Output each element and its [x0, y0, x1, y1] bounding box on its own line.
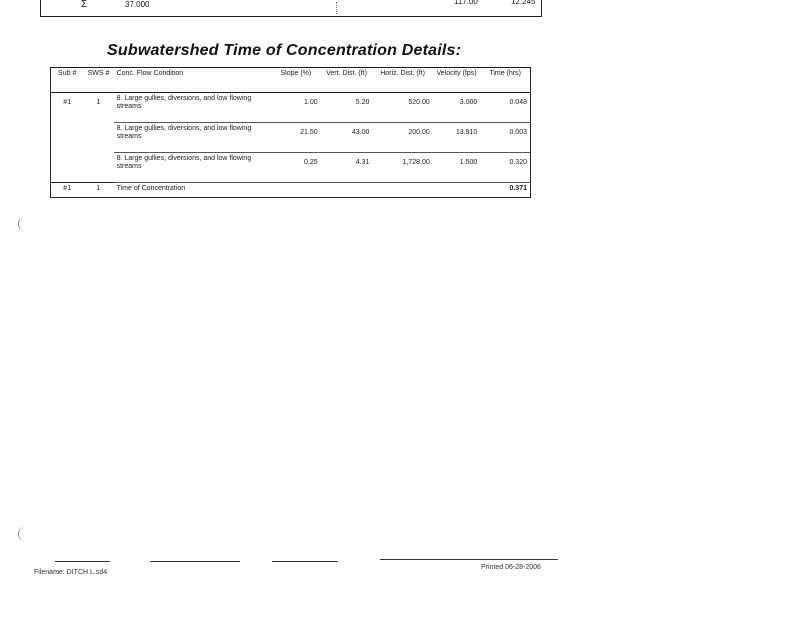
total-time: 0.371 — [480, 183, 530, 198]
footer-rule — [380, 559, 558, 560]
cell-velocity: 1.500 — [433, 153, 480, 183]
cell-sub — [51, 153, 84, 183]
tc-details-table — [50, 67, 531, 198]
sigma-symbol: Σ — [81, 0, 88, 10]
cell-slope: 21.50 — [271, 123, 321, 153]
footer-rule — [272, 561, 338, 562]
table-row — [51, 153, 531, 183]
summary-total-left: 37.000 — [125, 0, 150, 9]
cell-sws — [83, 153, 113, 183]
col-header-slope: Slope (%) — [271, 68, 321, 93]
cell-slope: 1.00 — [271, 93, 321, 123]
cell-condition: 8. Large gullies, diversions, and low flowing streams — [114, 123, 271, 153]
cell-horiz-dist: 520.00 — [372, 93, 432, 123]
punch-hole-mark — [18, 527, 27, 541]
cell-velocity: 3.000 — [433, 93, 480, 123]
cell-time: 0.320 — [480, 153, 530, 183]
total-row — [51, 183, 531, 198]
cell-velocity: 13.910 — [433, 123, 480, 153]
col-header-sws: SWS # — [83, 68, 113, 93]
table-row — [51, 123, 531, 153]
summary-row — [40, 0, 542, 17]
total-sws: 1 — [83, 183, 113, 198]
cell-horiz-dist: 1,728.00 — [372, 153, 432, 183]
table-header-row — [51, 68, 531, 93]
cell-horiz-dist: 200.00 — [372, 123, 432, 153]
col-header-horiz-dist: Horiz. Dist. (ft) — [372, 68, 432, 93]
col-header-time: Time (hrs) — [480, 68, 530, 93]
footer-rule — [150, 561, 240, 562]
cell-vert-dist: 4.31 — [321, 153, 373, 183]
cell-vert-dist: 5.20 — [321, 93, 373, 123]
cell-sws — [83, 123, 113, 153]
cell-time: 0.003 — [480, 123, 530, 153]
footer-filename: Filename: DITCH L.sd4 — [34, 569, 108, 576]
total-sub: #1 — [51, 183, 84, 198]
col-header-velocity: Velocity (fps) — [433, 68, 480, 93]
table-row — [51, 93, 531, 123]
footer-printed-date: Printed 06-28-2006 — [481, 564, 541, 571]
punch-hole-mark — [18, 217, 27, 231]
section-title: Subwatershed Time of Concentration Details: — [107, 42, 462, 59]
col-header-vert-dist: Vert. Dist. (ft) — [321, 68, 373, 93]
cell-sub — [51, 123, 84, 153]
summary-divider — [336, 2, 337, 14]
footer-rule — [55, 561, 110, 562]
col-header-condition: Conc. Flow Condition — [114, 68, 271, 93]
cell-sws: 1 — [96, 99, 101, 106]
cell-time: 0.048 — [480, 93, 530, 123]
cell-condition: 8. Large gullies, diversions, and low flowing streams — [114, 93, 271, 123]
col-header-sub: Sub # — [51, 68, 84, 93]
summary-total-right: 12.245 — [511, 0, 536, 6]
total-label: Time of Concentration — [114, 183, 481, 198]
cell-vert-dist: 43.00 — [321, 123, 373, 153]
cell-slope: 0.25 — [271, 153, 321, 183]
cell-condition: 8. Large gullies, diversions, and low flowing streams — [114, 153, 271, 183]
cell-sub: #1 — [63, 99, 72, 106]
summary-total-mid: 117.00 — [454, 0, 478, 6]
